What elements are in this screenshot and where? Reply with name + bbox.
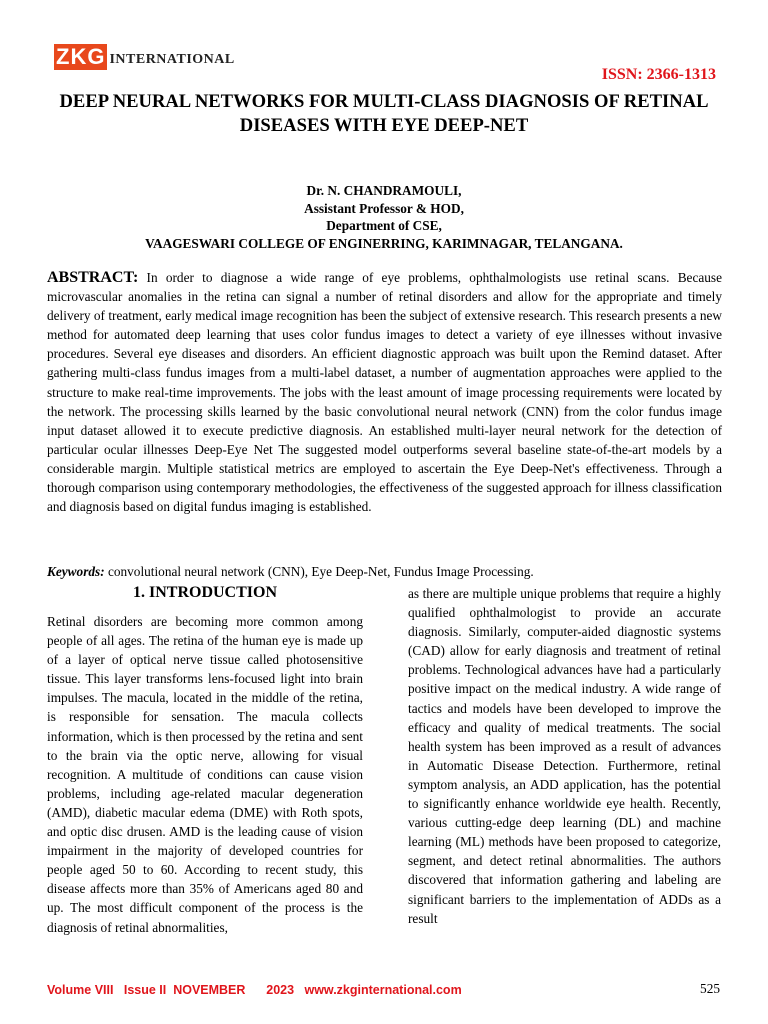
keywords-text: convolutional neural network (CNN), Eye Deep-Net, Fundus Image Processing. [104,564,534,579]
footer-info: Volume VIII Issue II NOVEMBER 2023 www.zkginternational.com [47,983,462,997]
journal-logo [54,44,235,70]
abstract [47,268,722,516]
page-number: 525 [700,981,720,996]
author-affiliation: VAAGESWARI COLLEGE OF ENGINERRING, KARIMNAGAR, TELANGANA. [145,235,623,251]
issn: ISSN: 2366-1313 [601,66,716,83]
logo-text: INTERNATIONAL [109,52,235,67]
author-position: Assistant Professor & HOD, [304,200,464,216]
body-column-right: as there are multiple unique problems that require a highly qualified ophthalmologist to provide an accurate diagnosis. Similarly, computer-aided diagnostic systems (CAD) allow for early diagnosis and treatment of retinal problems. Technological advances have had a particularly positive impact on the medical industry. A wide range of tactics and models have been developed to improve the efficacy and quality of medical treatments. The social health system has been improved as a result of advances in Automatic Disease Detection. Furthermore, retinal symptom analysis, an ADD application, has the potential to significantly enhance worldwide eye health. Recently, various cutting-edge deep learning (DL) and machine learning (ML) methods have been proposed to categorize, segment, and detect retinal abnormalities. The authors discovered that information gathering and labeling are significant barriers to the implementation of ADDs as a result [408,586,721,926]
abstract-heading: ABSTRACT: [47,269,139,286]
author-department: Department of CSE, [326,218,442,233]
keywords [47,562,722,581]
section-heading: 1. INTRODUCTION [132,584,277,601]
author-name: Dr. N. CHANDRAMOULI, [306,183,462,198]
keywords-label: Keywords: [47,564,105,579]
logo-mark [54,44,107,70]
abstract-text: In order to diagnose a wide range of eye problems, ophthalmologists use retinal scans. Because microvascular anomalies in the retina can signal a number of retinal disorders and allow for the appropriate and timely delivery of treatment, early medical image recognition has been the subject of extensive research. This research presents a new method for automated deep learning that uses color fundus images to detect a variety of eye illnesses without invasive procedures. Several eye diseases and disorders. An efficient diagnostic approach was built upon the Remind dataset. After gathering multi-class fundus images from a multi-label dataset, a number of augmentation approaches were applied to the structure to make real-time improvements. The jobs with the least amount of image processing requirements were located by the network. The processing skills learned by the basic convolutional neural network (CNN) from the color fundus image input dataset allowed it to execute predictive diagnosis. An established multi-layer neural network for the detection of particular ocular illnesses Deep-Eye Net The suggested model outperforms several baseline state-of-the-art models by a considerable margin. Multiple statistical metrics are employed to ascertain the Eye Deep-Net's effectiveness. Through a thorough comparison using contemporary methodologies, the effectiveness of the suggested approach for illness classification and diagnosis based on digital fundus imaging is established. [47,270,722,515]
body-column-left: Retinal disorders are becoming more common among people of all ages. The retina of the human eye is made up of a layer of optical nerve tissue called photosensitive tissue. This layer transforms lens-focused light into brain impulses. The macula, located in the middle of the retina, is responsible for sensation. The macula collects information, which is then processed by the retina and sent to the brain via the optic nerve, allowing for visual recognition. A multitude of conditions can cause vision problems, including age-related macular degeneration (AMD), diabetic macular edema (DME) with Roth spots, and optic disc drusen. AMD is the leading cause of vision impairment in the majority of developed countries for people aged 50 to 60. According to recent study, this disease affects more than 35% of Americans aged 80 and up. The most difficult component of the process is the diagnosis of retinal abnormalities, [47,614,363,935]
paper-title: DEEP NEURAL NETWORKS FOR MULTI-CLASS DIAGNOSIS OF RETINAL DISEASES WITH EYE DEEP-NET [59,91,709,136]
logo-letters: ZKG [56,44,106,69]
author-block [40,182,728,252]
